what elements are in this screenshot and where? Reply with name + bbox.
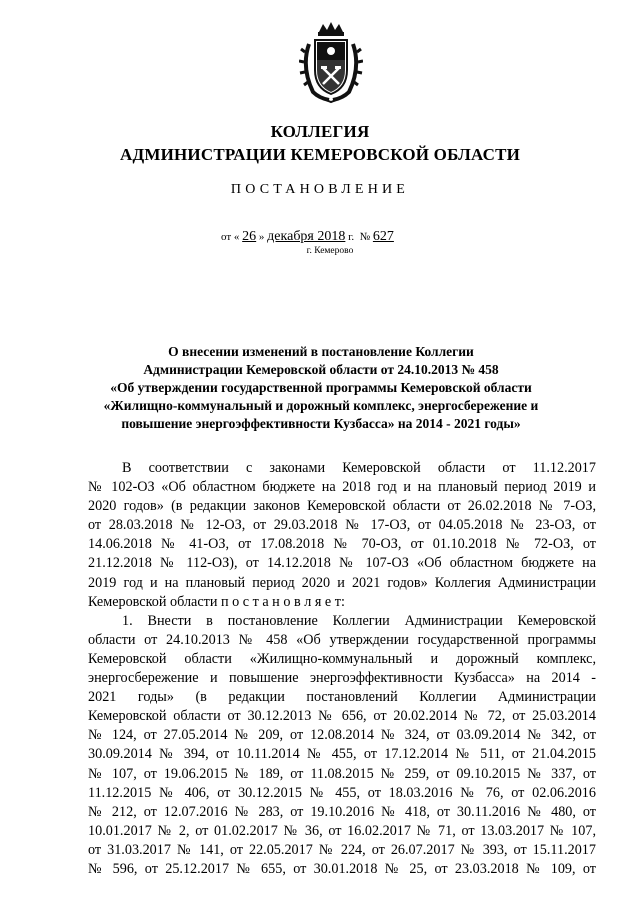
body-line: Кемеровской области «Жилищно-коммунальный и дорожный комплекс,: [88, 650, 596, 667]
body-line: 10.01.2017 № 2, от 01.02.2017 № 36, от 16.02.2017 № 71, от 13.03.2017 № 107,: [88, 822, 596, 839]
body-line: № 107, от 19.06.2015 № 189, от 11.08.2015 № 259, от 09.10.2015 № 337, от: [88, 765, 596, 782]
document-number: 627: [372, 229, 394, 244]
date-mid: »: [258, 231, 265, 243]
body-line: 11.12.2015 № 406, от 30.12.2015 № 455, от 18.03.2016 № 76, от 02.06.2016: [88, 784, 596, 801]
org-name-line1: КОЛЛЕГИЯ: [270, 122, 370, 141]
title-line: Администрации Кемеровской области от 24.10.2013 № 458: [143, 362, 499, 377]
body-line: 21.12.2018 № 112-ОЗ), от 14.12.2018 № 107-ОЗ «Об областном бюджете на: [88, 555, 596, 572]
coat-of-arms-emblem: [299, 22, 363, 104]
body-line: области от 24.10.2013 № 458 «Об утверждении государственной программы: [88, 631, 596, 648]
document-title: [96, 343, 546, 433]
city-label: г. Кемерово: [306, 246, 354, 256]
document-type: ПОСТАНОВЛЕНИЕ: [230, 182, 410, 197]
document-body: [88, 459, 596, 879]
body-line: Кемеровской области от 30.12.2013 № 656, от 20.02.2014 № 72, от 25.03.2014: [88, 708, 596, 725]
body-line: № 124, от 27.05.2014 № 209, от 12.08.2014 № 324, от 03.09.2014 № 342, от: [88, 727, 596, 744]
date-year-suffix: г.: [348, 231, 355, 243]
body-line: 14.06.2018 № 41-ОЗ, от 17.08.2018 № 70-ОЗ, от 01.10.2018 № 72-ОЗ, от: [88, 536, 596, 553]
body-line: 2021 годы» (в редакции постановлений Коллегии Администрации: [88, 689, 596, 706]
body-line: 2019 год и на плановый период 2020 и 2021 годов» Коллегия Администрации: [88, 574, 596, 591]
org-name-line2: АДМИНИСТРАЦИИ КЕМЕРОВСКОЙ ОБЛАСТИ: [119, 145, 521, 164]
body-line: № 102-ОЗ «Об областном бюджете на 2018 год и на плановый период 2019 и: [88, 479, 596, 496]
date-day: 26: [242, 229, 257, 244]
number-label: №: [359, 231, 371, 243]
body-line: 30.09.2014 № 394, от 10.11.2014 № 455, от 17.12.2014 № 511, от 21.04.2015: [88, 746, 596, 763]
date-month-year: декабря 2018: [267, 229, 346, 244]
body-line: 2020 годов» (в редакции законов Кемеровской области от 26.02.2018 № 7-ОЗ,: [88, 498, 596, 515]
title-line: «Об утверждении государственной программы Кемеровской области: [110, 380, 532, 395]
title-line: повышение энергоэффективности Кузбасса» на 2014 - 2021 годы»: [121, 416, 521, 431]
title-line: «Жилищно-коммунальный и дорожный комплекс, энергосбережение и: [103, 398, 539, 413]
body-line: от 31.03.2017 № 141, от 22.05.2017 № 224, от 26.07.2017 № 393, от 15.11.2017: [88, 841, 596, 858]
body-line: от 28.03.2018 № 12-ОЗ, от 29.03.2018 № 17-ОЗ, от 04.05.2018 № 23-ОЗ, от: [88, 517, 596, 534]
body-line: 1. Внести в постановление Коллегии Администрации Кемеровской: [122, 612, 596, 629]
body-line: В соответствии с законами Кемеровской области от 11.12.2017: [122, 460, 596, 476]
date-prefix: от «: [221, 231, 240, 243]
title-line: О внесении изменений в постановление Коллегии: [168, 344, 474, 359]
body-line: № 596, от 25.12.2017 № 655, от 30.01.2018 № 25, от 23.03.2018 № 109, от: [88, 860, 596, 877]
body-line: № 212, от 12.07.2016 № 283, от 19.10.2016 № 418, от 30.11.2016 № 480, от: [88, 803, 596, 820]
body-line: энергосбережение и повышение энергоэффективности Кузбасса» на 2014 -: [88, 670, 596, 687]
date-number-line: [221, 229, 394, 245]
body-line: Кемеровской области п о с т а н о в л я е т:: [88, 593, 345, 610]
